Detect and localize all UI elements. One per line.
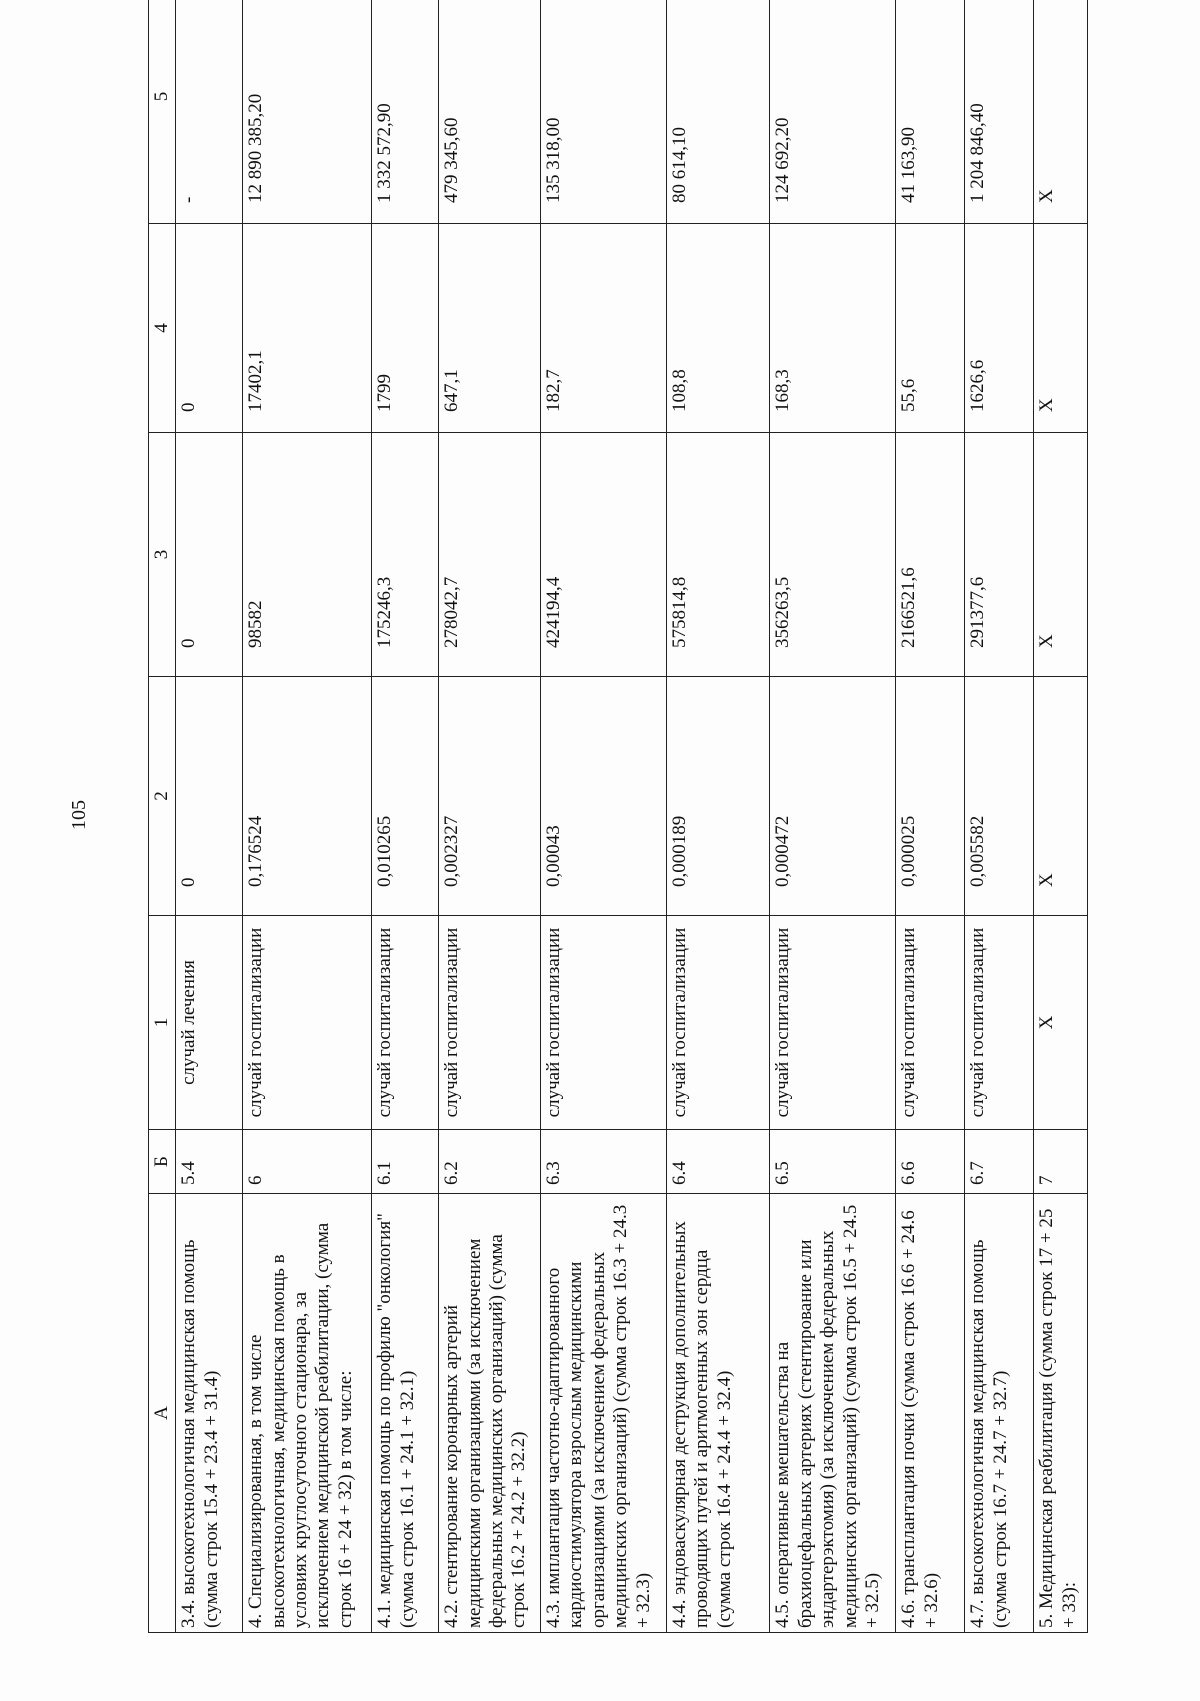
table-row	[176, 0, 243, 1633]
rate-cell: Х	[1034, 677, 1088, 916]
unit-cell: случай госпитализации	[770, 916, 896, 1130]
table-header-row	[149, 0, 176, 1633]
table-row	[770, 0, 896, 1633]
total-cell: 124 692,20	[770, 0, 896, 224]
header-cell-b: Б	[149, 1130, 176, 1194]
rate-cell: 0	[176, 677, 243, 916]
per-capita-cell: 55,6	[896, 224, 965, 433]
rate-cell: 0,002327	[439, 677, 541, 916]
total-cell: Х	[1034, 0, 1088, 224]
row-label-cell: 4. Специализированная, в том числе высокотехнологичная, медицинская помощь в условиях круглосуточного стационара, за исключением медицинской реабилитации, (сумма строк 16 + 24 + 32) в том числе:	[243, 1194, 372, 1633]
header-cell-5: 5	[149, 0, 176, 224]
rate-cell: 0,000472	[770, 677, 896, 916]
data-table	[148, 0, 1088, 1633]
total-cell: 12 890 385,20	[243, 0, 372, 224]
header-cell-a: А	[149, 1194, 176, 1633]
row-label-cell: 4.3. имплантация частотно-адаптированного кардиостимулятора взрослым медицинскими организациями (за исключением федеральных медицинских организаций) (сумма строк 16.3 + 24.3 + 32.3)	[541, 1194, 667, 1633]
rate-cell: 0,00043	[541, 677, 667, 916]
row-code-cell: 6.2	[439, 1130, 541, 1194]
row-code-cell: 6.7	[965, 1130, 1034, 1194]
unit-cell: случай госпитализации	[439, 916, 541, 1130]
cost-cell: 98582	[243, 433, 372, 677]
table-row	[372, 0, 439, 1633]
per-capita-cell: Х	[1034, 224, 1088, 433]
page-number: 105	[67, 800, 90, 830]
row-label-cell: 5. Медицинская реабилитация (сумма строк 17 + 25 + 33):	[1034, 1194, 1088, 1633]
unit-cell: Х	[1034, 916, 1088, 1130]
cost-cell: 175246,3	[372, 433, 439, 677]
cost-cell: 2166521,6	[896, 433, 965, 677]
rate-cell: 0,000189	[667, 677, 770, 916]
row-label-cell: 4.6. трансплантация почки (сумма строк 16.6 + 24.6 + 32.6)	[896, 1194, 965, 1633]
table-row	[667, 0, 770, 1633]
unit-cell: случай госпитализации	[896, 916, 965, 1130]
row-label-cell: 3.4. высокотехнологичная медицинская помощь (сумма строк 15.4 + 23.4 + 31.4)	[176, 1194, 243, 1633]
header-cell-1: 1	[149, 916, 176, 1130]
table-row	[896, 0, 965, 1633]
row-code-cell: 6.4	[667, 1130, 770, 1194]
unit-cell: случай госпитализации	[541, 916, 667, 1130]
cost-cell: 278042,7	[439, 433, 541, 677]
total-cell: 80 614,10	[667, 0, 770, 224]
total-cell: 41 163,90	[896, 0, 965, 224]
per-capita-cell: 182,7	[541, 224, 667, 433]
row-label-cell: 4.2. стентирование коронарных артерий медицинскими организациями (за исключением федеральных медицинских организаций) (сумма строк 16.2 + 24.2 + 32.2)	[439, 1194, 541, 1633]
unit-cell: случай госпитализации	[667, 916, 770, 1130]
table-body	[176, 0, 1088, 1633]
rotated-table-container	[148, 33, 1088, 1633]
per-capita-cell: 1626,6	[965, 224, 1034, 433]
total-cell: 1 204 846,40	[965, 0, 1034, 224]
table-row	[965, 0, 1034, 1633]
cost-cell: 291377,6	[965, 433, 1034, 677]
header-cell-2: 2	[149, 677, 176, 916]
unit-cell: случай госпитализации	[243, 916, 372, 1130]
row-code-cell: 6.1	[372, 1130, 439, 1194]
per-capita-cell: 108,8	[667, 224, 770, 433]
header-cell-4: 4	[149, 224, 176, 433]
unit-cell: случай госпитализации	[965, 916, 1034, 1130]
cost-cell: Х	[1034, 433, 1088, 677]
unit-cell: случай лечения	[176, 916, 243, 1130]
per-capita-cell: 17402,1	[243, 224, 372, 433]
table-row	[439, 0, 541, 1633]
total-cell: 479 345,60	[439, 0, 541, 224]
cost-cell: 356263,5	[770, 433, 896, 677]
rate-cell: 0,000025	[896, 677, 965, 916]
row-code-cell: 5.4	[176, 1130, 243, 1194]
row-label-cell: 4.5. оперативные вмешательства на брахиоцефальных артериях (стентирование или эндартерэктомия) (за исключением федеральных медицинских организаций) (сумма строк 16.5 + 24.5 + 32.5)	[770, 1194, 896, 1633]
total-cell: 1 332 572,90	[372, 0, 439, 224]
row-code-cell: 6.6	[896, 1130, 965, 1194]
row-code-cell: 6	[243, 1130, 372, 1194]
table-row	[243, 0, 372, 1633]
row-code-cell: 7	[1034, 1130, 1088, 1194]
row-code-cell: 6.3	[541, 1130, 667, 1194]
rate-cell: 0,005582	[965, 677, 1034, 916]
per-capita-cell: 647,1	[439, 224, 541, 433]
row-code-cell: 6.5	[770, 1130, 896, 1194]
row-label-cell: 4.7. высокотехнологичная медицинская помощь (сумма строк 16.7 + 24.7 + 32.7)	[965, 1194, 1034, 1633]
table-row	[541, 0, 667, 1633]
per-capita-cell: 168,3	[770, 224, 896, 433]
cost-cell: 424194,4	[541, 433, 667, 677]
per-capita-cell: 0	[176, 224, 243, 433]
row-label-cell: 4.4. эндоваскулярная деструкция дополнительных проводящих путей и аритмогенных зон сердца (сумма строк 16.4 + 24.4 + 32.4)	[667, 1194, 770, 1633]
total-cell: -	[176, 0, 243, 224]
row-label-cell: 4.1. медицинская помощь по профилю "онкология" (сумма строк 16.1 + 24.1 + 32.1)	[372, 1194, 439, 1633]
table-row	[1034, 0, 1088, 1633]
header-cell-3: 3	[149, 433, 176, 677]
rate-cell: 0,176524	[243, 677, 372, 916]
cost-cell: 575814,8	[667, 433, 770, 677]
cost-cell: 0	[176, 433, 243, 677]
rate-cell: 0,010265	[372, 677, 439, 916]
per-capita-cell: 1799	[372, 224, 439, 433]
unit-cell: случай госпитализации	[372, 916, 439, 1130]
total-cell: 135 318,00	[541, 0, 667, 224]
